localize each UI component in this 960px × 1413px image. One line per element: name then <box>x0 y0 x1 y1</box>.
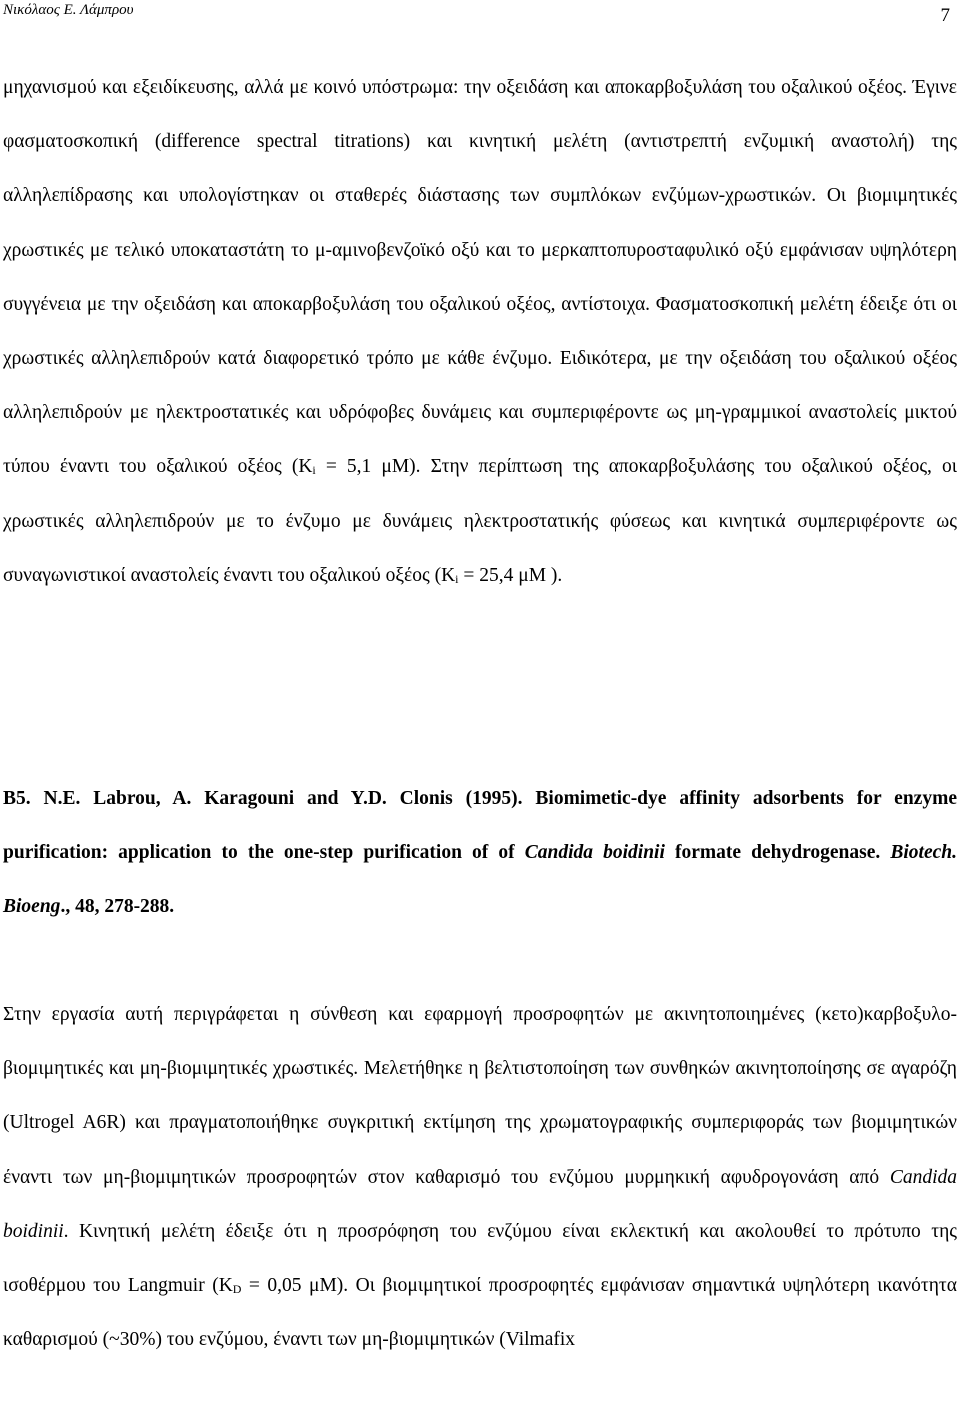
running-header-author: Νικόλαος Ε. Λάμπρου <box>3 2 134 18</box>
page-number: 7 <box>940 5 950 26</box>
reference-b5: B5. N.E. Labrou, A. Karagouni and Y.D. Clonis (1995). Biomimetic-dye affinity adsorbents for enzyme purification: application to the one-step purification of of Candida boidinii formate dehydrogenase. Biotech. Bioeng., 48, 278-288. <box>3 788 957 918</box>
paragraph-b5-summary: Στην εργασία αυτή περιγράφεται η σύνθεση και εφαρμογή προσροφητών με ακινητοποιημένες (κετο)καρβοξυλο-βιομιμητικές και μη-βιομιμητικές χρωστικές. Μελετήθηκε η βελτιστοποίηση των συνθηκών ακινητοποίησης σε αγαρόζη (Ultrogel A6R) και πραγματοποιήθηκε συγκριτική εκτίμηση της χρωματογραφικής συμπεριφοράς των βιομιμητικών έναντι των μη-βιομιμητικών προσροφητών στον καθαρισμό του ενζύμου μυρμηκική αφυδρογονάση από Candida boidinii. Κινητική μελέτη έδειξε ότι η προσρόφηση του ενζύμου είναι εκλεκτική και ακολουθεί το πρότυπο της ισοθέρμου του Langmuir ($K_D = 0,05$ μM). Οι βιομιμητικοί προσροφητές εμφάνισαν σημαντικά υψηλότερη ικανότητα καθαρισμού (~30%) του ενζύμου, έναντι των μη-βιομιμητικών (Vilmafix <box>3 1004 957 1351</box>
paragraph-oxalate-enzymes: μηχανισμού και εξειδίκευσης, αλλά με κοινό υπόστρωμα: την οξειδάση και αποκαρβοξυλάση του οξαλικού οξέος. Έγινε φασματοσκοπική (difference spectral titrations) και κινητική μελέτη (αντιστρεπτή ενζυμική αναστολή) της αλληλεπίδρασης και υπολογίστηκαν οι σταθερές διάστασης των συμπλόκων ενζύμων-χρωστικών. Οι βιομιμητικές χρωστικές με τελικό υποκαταστάτη το μ-αμινοβενζοϊκό οξύ και το μερκαπτοπυροσταφυλικό οξύ εμφάνισαν υψηλότερη συγγένεια με την οξειδάση και αποκαρβοξυλάση του οξαλικού οξέος, αντίστοιχα. Φασματοσκοπική μελέτη έδειξε ότι οι χρωστικές αλληλεπιδρούν κατά διαφορετικό τρόπο με κάθε ένζυμο. Ειδικότερα, με την οξειδάση του οξαλικού οξέος αλληλεπιδρούν με ηλεκτροστατικές και υδρόφοβες δυνάμεις και συμπεριφέροντε ως μη-γραμμικοί αναστολείς μικτού τύπου έναντι του οξαλικού οξέος ($K_i = 5,1$ μM). Στην περίπτωση της αποκαρβοξυλάσης του οξαλικού οξέος, οι χρωστικές αλληλεπιδρούν με το ένζυμο με δυνάμεις ηλεκτροστατικής φύσεως και κινητικά συμπεριφέροντε ως συναγωνιστικοί αναστολείς έναντι του οξαλικού οξέος ($K_i = 25,4$ μM ). <box>3 77 958 586</box>
